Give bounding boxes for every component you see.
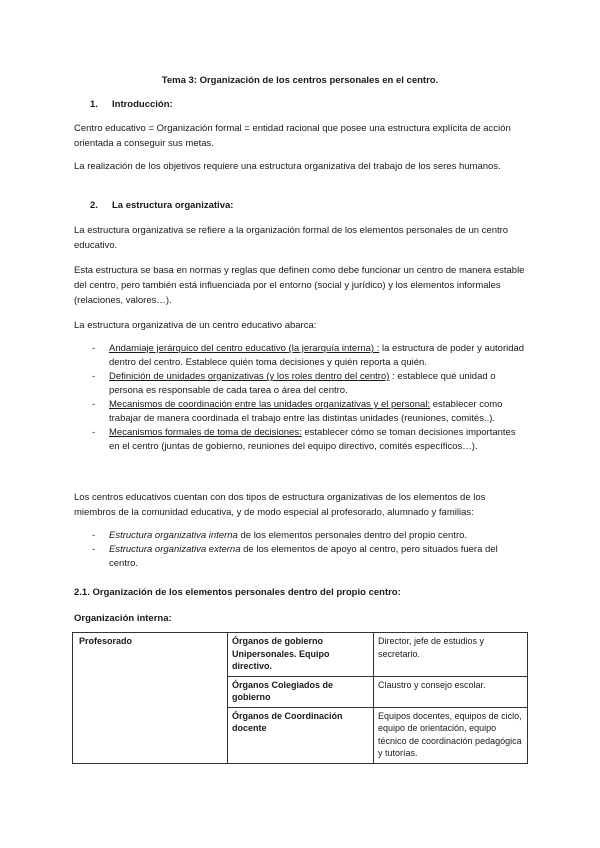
section-2-1-heading: 2.1. Organización de los elementos personales dentro del propio centro: [74,587,401,598]
list-item [92,370,528,398]
internal-organization-subheading: Organización interna: [74,613,172,624]
organization-table [72,632,528,764]
structure-paragraph-3: La estructura organizativa de un centro educativo abarca: [74,320,317,331]
type-description: de los elementos personales dentro del propio centro. [237,530,468,541]
list-item [92,398,528,426]
section-1-number: 1. [90,99,98,110]
list-item [92,529,528,543]
item-description: establecer como trabajar de manera coordinada el trabajo entre las distintas unidades (reuniones, comités..). [109,399,503,424]
intro-paragraph-1: Centro educativo = Organización formal = entidad racional que posee una estructura explícita de acción orientada a conseguir sus metas. [74,123,511,149]
table-cell-group: Profesorado [73,633,228,764]
title-prefix: Tema 3 [161,75,194,86]
page-title [0,75,600,86]
table-cell-members: Director, jefe de estudios y secretario. [374,633,528,677]
table-cell-members: Claustro y consejo escolar. [374,676,528,707]
item-term: Mecanismos formales de toma de decisiones: [109,427,302,438]
item-description: establecer cómo se toman decisiones importantes en el centro (juntas de gobierno, reuniones del equipo directivo, comités específicos…). [109,427,516,452]
item-term: Andamiaje jerárquico del centro educativo (la jerarquía interna) : [109,343,380,354]
type-term: Estructura organizativa interna [109,530,238,541]
structure-items-list [92,342,528,454]
closing-paragraph: Los centros educativos cuentan con dos tipos de estructura organizativas de los elementos de los miembros de la comunidad educativa, y de modo especial al profesorado, alumnado y familias: [74,492,486,518]
list-item [92,543,528,571]
section-2-heading [90,200,233,211]
type-description: de los elementos de apoyo al centro, pero situados fuera del centro. [109,544,498,569]
structure-types-list [92,529,528,571]
structure-paragraph-2: Esta estructura se basa en normas y reglas que definen como debe funcionar un centro de manera estable del centro, pero también está influenciada por el entorno (social y jurídico) y los elementos informales (relaciones, valores…). [74,265,525,306]
item-description: la estructura de poder y autoridad dentro del centro. Establece quién toma decisiones y quién reporta a quién. [109,343,525,368]
table-cell-organ: Órganos de Coordinación docente [228,707,374,763]
section-2-title: La estructura organizativa: [112,200,234,211]
table-cell-organ: Órganos Colegiados de gobierno [228,676,374,707]
item-term: Definición de unidades organizativas (y los roles dentro del centro) [109,371,390,382]
list-item [92,342,528,370]
section-2-number: 2. [90,200,98,211]
table-row [73,633,528,677]
item-term: Mecanismos de coordinación entre las unidades organizativas y el personal: [109,399,431,410]
intro-paragraph-2: La realización de los objetivos requiere una estructura organizativa del trabajo de los seres humanos. [74,161,501,172]
type-term: Estructura organizativa externa [109,544,241,555]
section-1-title: Introducción: [112,99,173,110]
table-cell-members: Equipos docentes, equipos de ciclo, equipo de orientación, equipo técnico de coordinación pedagógica y tutorías. [374,707,528,763]
item-description: : establece qué unidad o persona es responsable de cada tarea o área del centro. [109,371,496,396]
title-rest: : Organización de los centros personales en el centro. [193,75,439,86]
table-cell-organ: Órganos de gobierno Unipersonales. Equipo directivo. [228,633,374,677]
section-1-heading [90,99,173,110]
list-item [92,426,528,454]
structure-paragraph-1: La estructura organizativa se refiere a la organización formal de los elementos personales de un centro educativo. [74,225,509,251]
